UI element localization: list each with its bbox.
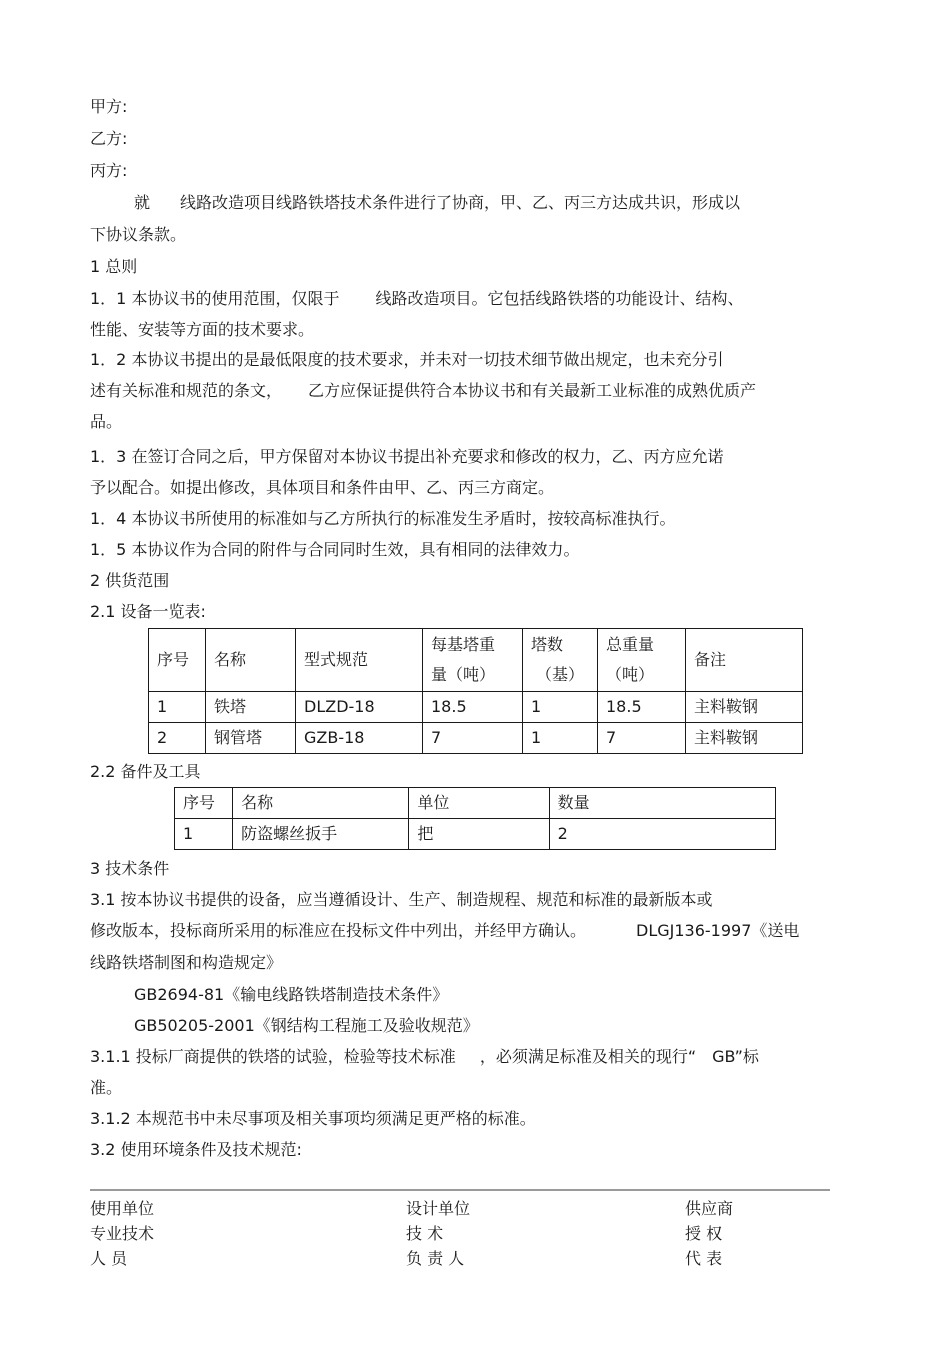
footer-design-unit: 设计单位 <box>406 1199 471 1218</box>
clause-3-1-b: 修改版本，投标商所采用的标准应在投标文件中列出，并经甲方确认。 <box>90 921 587 940</box>
clause-3-1-1-b: ，必须满足标准及相关的现行“ <box>479 1047 697 1066</box>
cell: 2 <box>149 723 206 754</box>
standard-gb2694: GB2694-81《输电线路铁塔制造技术条件》 <box>134 985 449 1004</box>
intro-line-2: 下协议条款。 <box>90 225 187 244</box>
clause-1-1-a: 1．1 本协议书的使用范围，仅限于 <box>90 289 340 308</box>
footer-supplier-rep: 代 表 <box>685 1249 723 1268</box>
clause-1-2: 1．2 本协议书提出的是最低限度的技术要求，并未对一切技术细节做出规定，也未充分引 <box>90 350 724 369</box>
footer-design-tech: 技 术 <box>406 1224 444 1243</box>
intro-text-a: 就 <box>134 193 151 212</box>
cell: 钢管塔 <box>206 723 296 754</box>
intro-text-b: 线路改造项目线路铁塔技术条件进行了协商，甲、乙、丙三方达成共识，形成以 <box>180 193 741 212</box>
clause-1-1-cont: 性能、安装等方面的技术要求。 <box>90 320 315 339</box>
header-model: 型式规范 <box>296 629 423 692</box>
clause-1-2-b: 述有关标准和规范的条文， <box>90 381 283 400</box>
cell: 防盗螺丝扳手 <box>233 819 409 850</box>
clause-3-1-1-end: 准。 <box>90 1078 123 1097</box>
cell: 18.5 <box>598 692 686 723</box>
clause-3-1-2: 3.1.2 本规范书中未尽事项及相关事项均须满足更严格的标准。 <box>90 1109 536 1128</box>
cell: 7 <box>423 723 523 754</box>
clause-1-2-cont <box>90 381 756 401</box>
tools-header-row <box>175 788 776 819</box>
table-row <box>149 723 803 754</box>
cell: 主料鞍钢 <box>686 723 803 754</box>
header-index: 序号 <box>175 788 233 819</box>
cell: 18.5 <box>423 692 523 723</box>
cell: GZB-18 <box>296 723 423 754</box>
equipment-header-row <box>149 629 803 692</box>
footer-design-lead: 负 责 人 <box>406 1249 465 1268</box>
clause-1-1 <box>90 289 743 309</box>
header-unit-weight: 每基塔重 量（吨） <box>423 629 523 692</box>
party-a-label: 甲方: <box>90 97 128 116</box>
clause-1-2-c: 乙方应保证提供符合本协议书和有关最新工业标准的成熟优质产 <box>308 381 757 400</box>
header-unit: 单位 <box>409 788 549 819</box>
cell: 1 <box>523 723 598 754</box>
party-b-label: 乙方: <box>90 129 128 148</box>
footer-user-tech: 专业技术 <box>90 1224 155 1243</box>
party-c-label: 丙方: <box>90 161 128 180</box>
footer-divider <box>90 1189 830 1191</box>
section-1-heading: 1 总则 <box>90 257 138 276</box>
clause-1-3-cont: 予以配合。如提出修改，具体项目和条件由甲、乙、丙三方商定。 <box>90 478 555 497</box>
table-row <box>175 819 776 850</box>
cell: 1 <box>523 692 598 723</box>
cell: 1 <box>149 692 206 723</box>
header-name: 名称 <box>206 629 296 692</box>
clause-3-1-c: DLGJ136-1997《送电 <box>636 921 800 940</box>
header-name: 名称 <box>233 788 409 819</box>
header-total-weight: 总重量 （吨） <box>598 629 686 692</box>
cell: 铁塔 <box>206 692 296 723</box>
cell: 7 <box>598 723 686 754</box>
table-row <box>149 692 803 723</box>
clause-1-4: 1．4 本协议书所使用的标准如与乙方所执行的标准发生矛盾时，按较高标准执行。 <box>90 509 676 528</box>
clause-1-5: 1．5 本协议作为合同的附件与合同同时生效，具有相同的法律效力。 <box>90 540 580 559</box>
clause-1-3: 1．3 在签订合同之后，甲方保留对本协议书提出补充要求和修改的权力，乙、丙方应允诺 <box>90 447 724 466</box>
cell: 主料鞍钢 <box>686 692 803 723</box>
header-remark: 备注 <box>686 629 803 692</box>
footer-supplier: 供应商 <box>685 1199 734 1218</box>
cell: 1 <box>175 819 233 850</box>
header-quantity: 数量 <box>549 788 775 819</box>
clause-1-2-end: 品。 <box>90 412 123 431</box>
clause-2-2: 2.2 备件及工具 <box>90 762 201 781</box>
equipment-table <box>148 628 803 754</box>
clause-2-1: 2.1 设备一览表: <box>90 602 206 621</box>
clause-3-2: 3.2 使用环境条件及技术规范: <box>90 1140 302 1159</box>
footer-user-staff: 人 员 <box>90 1249 128 1268</box>
clause-3-1: 3.1 按本协议书提供的设备，应当遵循设计、生产、制造规程、规范和标准的最新版本或 <box>90 890 713 909</box>
intro-line-1 <box>134 193 740 213</box>
clause-3-1-1-a: 3.1.1 投标厂商提供的铁塔的试验，检验等技术标准 <box>90 1047 456 1066</box>
clause-1-1-b: 线路改造项目。它包括线路铁塔的功能设计、结构、 <box>375 289 744 308</box>
standard-gb50205: GB50205-2001《钢结构工程施工及验收规范》 <box>134 1016 479 1035</box>
cell: 把 <box>409 819 549 850</box>
footer-user-unit: 使用单位 <box>90 1199 155 1218</box>
cell: DLZD-18 <box>296 692 423 723</box>
clause-3-1-1-c: GB”标 <box>712 1047 759 1066</box>
header-tower-count: 塔数 （基） <box>523 629 598 692</box>
clause-3-1-cont <box>90 921 799 941</box>
cell: 2 <box>549 819 775 850</box>
footer-supplier-auth: 授 权 <box>685 1224 723 1243</box>
section-3-heading: 3 技术条件 <box>90 859 170 878</box>
tools-table <box>174 787 776 850</box>
clause-3-1-1 <box>90 1047 759 1067</box>
section-2-heading: 2 供货范围 <box>90 571 170 590</box>
header-index: 序号 <box>149 629 206 692</box>
clause-3-1-end: 线路铁塔制图和构造规定》 <box>90 953 283 972</box>
